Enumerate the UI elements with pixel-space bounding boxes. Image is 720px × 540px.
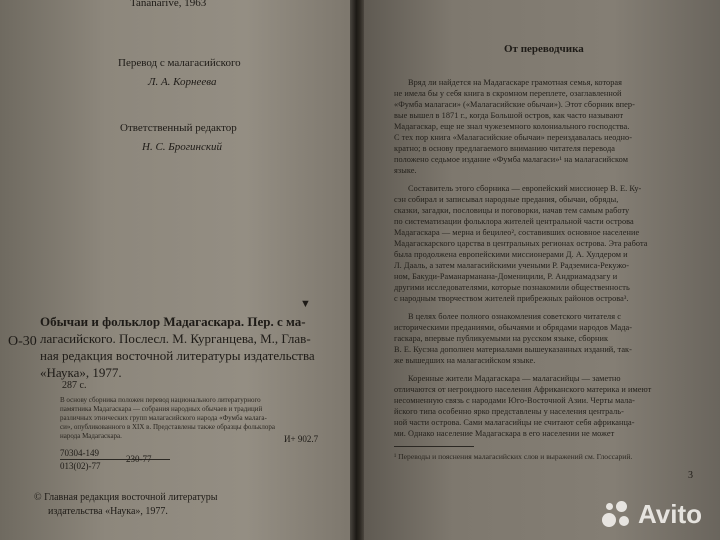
catalog-line: Обычаи и фольклор Мадагаскара. Пер. с ма-: [40, 314, 306, 329]
body-line: вые вышел в 1871 г., когда Большой остров, как часто называют: [394, 111, 624, 120]
abstract-line: различных этнических групп малагасийского народа «Фумба малага-: [60, 414, 267, 422]
body-line: ной части острова. Сами малагасийцы не считают себя африканца-: [394, 418, 635, 427]
body-line: Л. Дааль, а затем малагасийскими учеными Р. Радземиса-Рекужо-: [394, 261, 630, 270]
body-line: отличаются от негроидного населения Африканского материка и имеют: [394, 385, 652, 394]
avito-watermark: [602, 499, 702, 530]
order-code-bottom: 013(02)-77: [60, 461, 101, 471]
marker-symbol: ▼: [300, 298, 311, 310]
body-line: сэн собирал и записывал народные предания, обычаи, обряды,: [394, 195, 619, 204]
body-line: по систематизации фольклора жителей центральной части острова: [394, 217, 634, 226]
body-line: языке.: [394, 166, 417, 175]
top-imprint: Tananarive, 1963: [130, 0, 207, 9]
body-line: другими исследователями, которые познакомили общественность: [394, 283, 630, 292]
order-code-divider: [60, 459, 170, 460]
body-line: историческими преданиями, обычаями и обрядами народов Мада-: [394, 323, 633, 332]
body-line: Мадагаскара — мерна и бецилео², составивших основное население: [394, 228, 640, 237]
abstract-line: В основу сборника положен перевод национального литературного: [60, 396, 261, 404]
body-line: сказки, загадки, пословицы и поговорки, начав тем самым работу: [394, 206, 630, 215]
abstract-line: памятника Мадагаскара — собрания народных обычаев и традиций: [60, 405, 263, 413]
body-line: Мадагаскар, еще не знал чужеземного колониального господства.: [394, 122, 630, 131]
avito-brand: Avito: [637, 499, 702, 529]
body-line: была продолжена европейскими миссионерами Д. А. Хулдером и: [394, 250, 628, 259]
body-line: с народным творчеством жителей прибрежных районов острова³.: [394, 294, 629, 303]
page-number: 3: [688, 470, 693, 481]
footnote: ¹ Переводы и пояснения малагасийских слов и выражений см. Глоссарий.: [394, 452, 633, 461]
copyright-line: издательства «Наука», 1977.: [48, 506, 168, 517]
body-line: Коренные жители Мадагаскара — малагасийцы — заметно: [408, 374, 621, 383]
catalog-code: О-30: [8, 334, 37, 349]
left-page: [0, 0, 352, 540]
avito-logo-icon: [602, 501, 632, 529]
translation-label: Перевод с малагасийского: [118, 57, 241, 69]
editor-label: Ответственный редактор: [120, 122, 237, 134]
body-line: йского типа особенно ярко представлены у населения централь-: [394, 407, 624, 416]
body-line: ми. Однако население Мадагаскара в его населении не может: [394, 429, 615, 438]
section-heading: От переводчика: [504, 43, 584, 55]
classification: И+ 902.7: [284, 434, 319, 444]
body-line: Составитель этого сборника — европейский миссионер В. Е. Ку-: [408, 184, 642, 193]
order-code-right: 230-77: [126, 454, 152, 464]
footnote-divider: [394, 446, 474, 447]
body-line: В. Е. Кусэна дополнен материалами вышеуказанных изданий, так-: [394, 345, 632, 354]
body-line: не имела бы у себя книга в скромном переплете, озаглавленной: [394, 89, 622, 98]
order-code-top: 70304-149: [60, 448, 99, 458]
abstract-line: народа Мадагаскара.: [60, 432, 122, 440]
body-line: же вышедших на малагасийском языке.: [394, 356, 536, 365]
body-line: «Фумба малагаси» («Малагасийские обычаи»). Этот сборник впер-: [394, 100, 635, 109]
catalog-line: лагасийского. Послесл. М. Курганцева, М., Глав-: [40, 331, 311, 346]
catalog-line: ная редакция восточной литературы издательства: [40, 348, 315, 363]
body-line: положено седьмое издание «Фумба малагаси»¹ на малагасийском: [394, 155, 629, 164]
body-line: ном, Бакуди-Раманарманана-Доменицили, Р. Андриамадзагу и: [394, 272, 618, 281]
right-page: [364, 0, 720, 540]
body-line: несомненную связь с народами Юго-Восточной Азии. Черты мала-: [394, 396, 635, 405]
catalog-line: «Наука», 1977.: [40, 365, 122, 380]
body-line: Вряд ли найдется на Мадагаскаре грамотная семья, которая: [408, 78, 623, 87]
body-line: Мадагаскарского царства в центральных регионах острова. Эта работа: [394, 239, 648, 248]
body-line: С тех пор книга «Малагасийские обычаи» переиздавалась неодно-: [394, 133, 633, 142]
copyright-line: © Главная редакция восточной литературы: [34, 492, 218, 503]
body-line: гаскара, впервые публикуемыми на русском языке, сборник: [394, 334, 609, 343]
body-line: В целях более полного ознакомления советского читателя с: [408, 312, 621, 321]
editor-name: Н. С. Брогинский: [142, 141, 223, 153]
pages-count: 287 с.: [62, 380, 87, 391]
abstract-line: си», опубликованного в XIX в. Представлены также образцы фольклора: [60, 423, 276, 431]
translator-name: Л. А. Корнеева: [148, 76, 217, 88]
body-line: кратно; в основу предлагаемого вниманию читателя перевода: [394, 144, 615, 153]
